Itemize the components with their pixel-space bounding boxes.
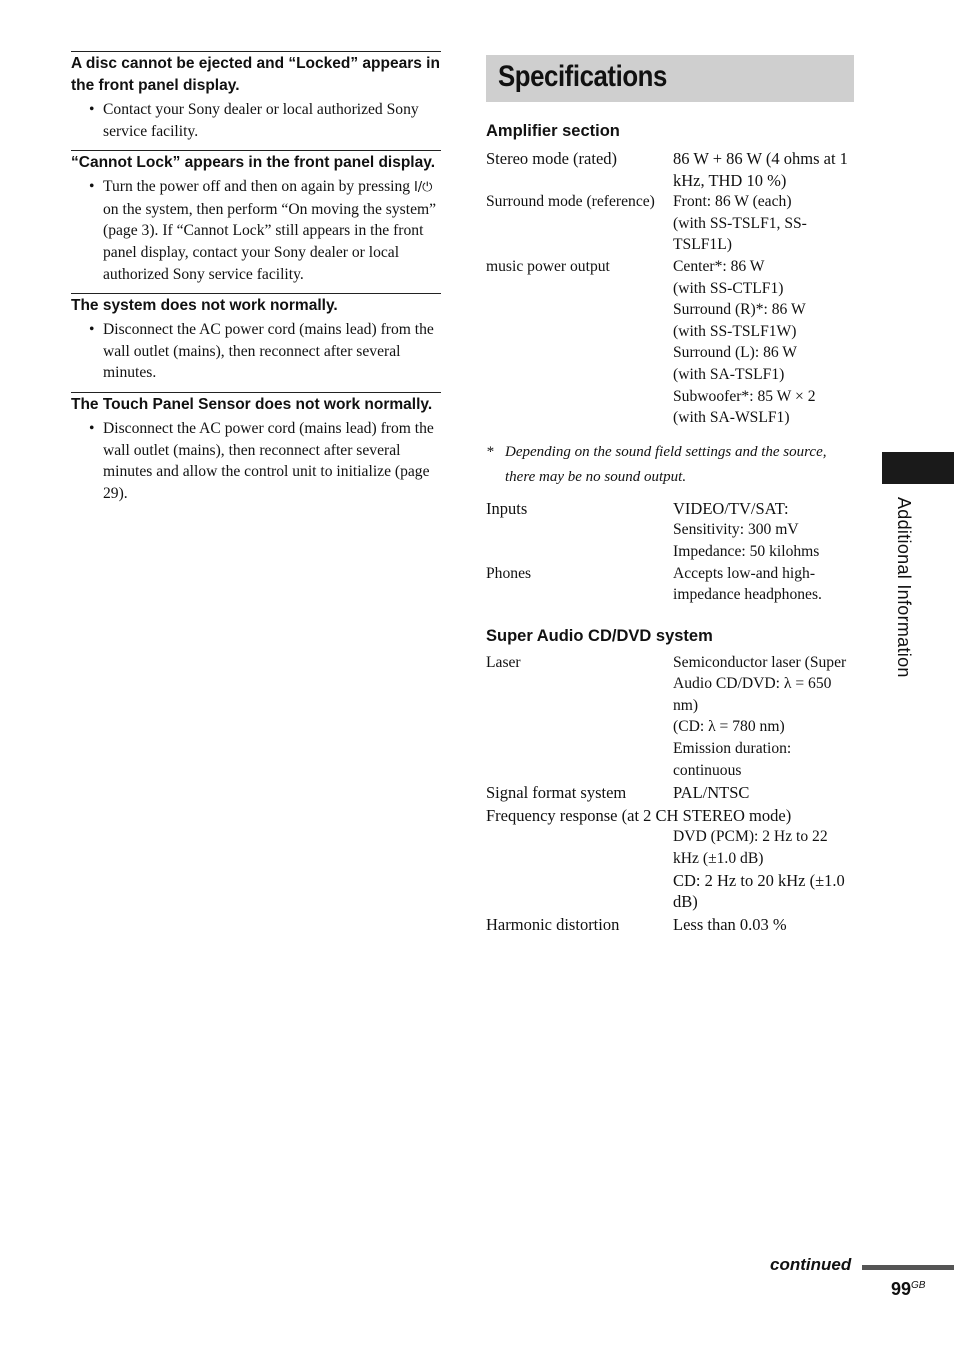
section-heading: A disc cannot be ejected and “Locked” appears in the front panel display.: [71, 55, 440, 94]
trouble-section-cannot-lock: [71, 150, 441, 285]
spec-row-signal-format: [486, 782, 854, 804]
page-number-value: 99: [891, 1279, 912, 1299]
spec-row-phones: [486, 563, 854, 606]
bullet-list: [71, 99, 441, 142]
specifications-column: [486, 55, 854, 935]
amplifier-section-heading: Amplifier section: [486, 122, 620, 140]
spec-value: Less than 0.03 %: [673, 914, 787, 934]
trouble-section-disc-locked: [71, 51, 441, 142]
spec-label: Surround mode (reference): [486, 193, 655, 211]
spec-label: Phones: [486, 564, 532, 582]
bullet-list: [71, 418, 441, 504]
spec-value-line: (with SA-TSLF1): [673, 365, 785, 383]
list-item: • Disconnect the AC power cord (mains lead) from the wall outlet (mains), then reconnect after several minutes and allow the control unit to initialize (page 29).: [71, 418, 441, 504]
spec-value: PAL/NTSC: [673, 783, 750, 803]
spec-value-line: Semiconductor laser (Super Audio CD/DVD: λ = 650 nm): [673, 653, 847, 714]
spec-value-line: Impedance: 50 kilohms: [673, 542, 820, 560]
spec-value-line: Center*: 86 W: [673, 257, 765, 275]
spec-value-line: Emission duration: continuous: [673, 740, 792, 779]
page-number: [891, 1279, 925, 1300]
spec-value-line: CD: 2 Hz to 20 kHz (±1.0 dB): [673, 870, 845, 912]
page-title: Specifications: [498, 60, 667, 93]
spec-value: [673, 826, 854, 912]
bullet-text-post: on the system, then perform “On moving the system” (page 3). If “Cannot Lock” still appears in the front panel display, contact your Sony dealer or local authorized Sony service facility.: [103, 200, 437, 283]
spec-row-harmonic: [486, 914, 854, 936]
power-icon: I/⏻: [413, 180, 433, 196]
spec-value-line: (with SS-TSLF1W): [673, 322, 797, 340]
spec-row-inputs: [486, 498, 854, 563]
list-item: • Contact your Sony dealer or local authorized Sony service facility.: [71, 99, 441, 142]
spec-value-line: Sensitivity: 300 mV: [673, 521, 799, 539]
side-tab-label: [893, 497, 915, 717]
spec-label: Harmonic distortion: [486, 914, 620, 934]
section-heading: The system does not work normally.: [71, 297, 338, 315]
trouble-section-touch-panel: [71, 392, 441, 504]
spec-value-line: (CD: λ = 780 nm): [673, 718, 785, 736]
spec-value-line: (with SA-WSLF1): [673, 409, 790, 427]
spec-label: Stereo mode (rated): [486, 149, 618, 168]
bullet-list: [71, 176, 441, 285]
bullet-list: [71, 319, 441, 384]
spec-value-line: DVD (PCM): 2 Hz to 22 kHz (±1.0 dB): [673, 828, 828, 868]
spec-label: Signal format system: [486, 783, 627, 803]
spec-value: [673, 498, 854, 563]
spec-value-line: Subwoofer*: 85 W × 2: [673, 387, 816, 405]
specifications-title-bar: [486, 55, 854, 102]
list-item: • Disconnect the AC power cord (mains lead) from the wall outlet (mains), then reconnect after several minutes.: [71, 319, 441, 384]
trouble-section-not-normal: [71, 293, 441, 384]
spec-value-line: (with SS-TSLF1, SS-TSLF1L): [673, 214, 807, 254]
continued-label: continued: [770, 1255, 852, 1274]
footnote-mark: *: [486, 443, 494, 460]
page-suffix: GB: [911, 1280, 926, 1291]
spec-value: [673, 256, 854, 429]
spec-value-line: (with SS-CTLF1): [673, 279, 784, 297]
continued-rule: [862, 1265, 954, 1270]
spec-row-music-power: [486, 256, 854, 429]
spec-row-frequency-label: Frequency response (at 2 CH STEREO mode): [486, 805, 792, 825]
dvd-section-heading: Super Audio CD/DVD system: [486, 626, 713, 645]
section-heading: The Touch Panel Sensor does not work normally.: [71, 395, 433, 413]
side-tab-text: Additional Information: [894, 497, 914, 678]
footnote: [486, 440, 854, 490]
list-item: [71, 176, 441, 285]
spec-label: Inputs: [486, 498, 528, 518]
spec-label: Laser: [486, 653, 521, 671]
spec-value-line: Front: 86 W (each): [673, 193, 792, 211]
spec-value-line: Surround (R)*: 86 W: [673, 301, 806, 319]
troubleshooting-column: [71, 51, 441, 512]
section-heading: “Cannot Lock” appears in the front panel display.: [71, 154, 436, 172]
spec-value-line: Surround (L): 86 W: [673, 344, 798, 362]
spec-row-laser: [486, 652, 854, 782]
spec-value: 86 W + 86 W (4 ohms at 1 kHz, THD 10 %): [673, 149, 848, 190]
spec-value: [673, 191, 854, 256]
spec-row-surround: [486, 191, 854, 256]
spec-value: [673, 652, 854, 782]
footnote-text: Depending on the sound field settings and the source, there may be no sound output.: [505, 443, 827, 485]
side-tab-marker: [882, 452, 954, 484]
spec-value: Accepts low-and high-impedance headphones.: [673, 564, 822, 604]
spec-row-frequency: [486, 826, 854, 912]
spec-value-line: VIDEO/TV/SAT:: [673, 498, 789, 518]
bullet-text-pre: Turn the power off and then on again by pressing: [103, 178, 414, 196]
spec-label: music power output: [486, 257, 610, 275]
spec-row-stereo: [486, 148, 854, 191]
